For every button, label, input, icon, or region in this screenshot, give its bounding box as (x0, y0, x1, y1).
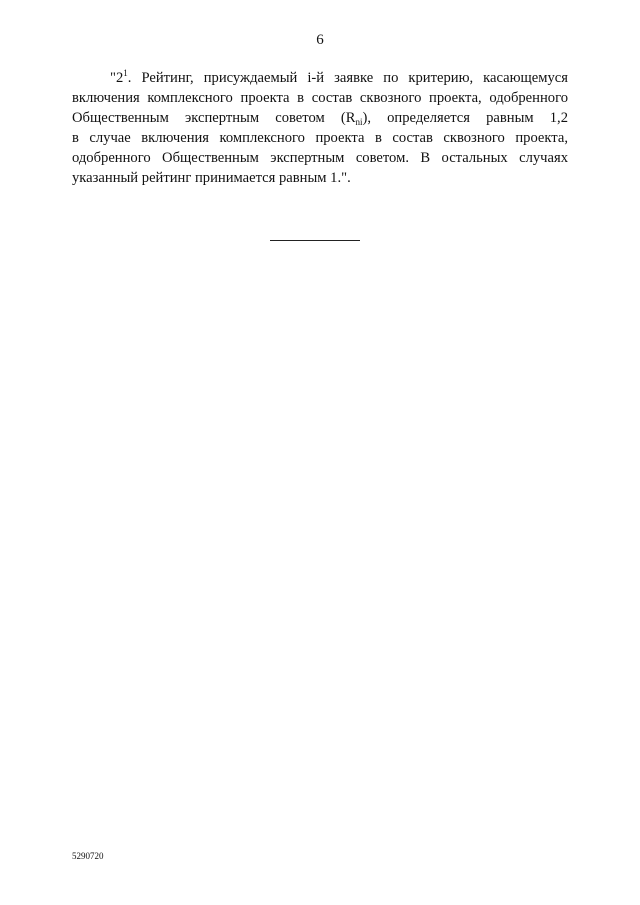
paragraph-line-6: указанный рейтинг принимается равным 1.". (72, 170, 351, 186)
document-code: 5290720 (72, 851, 104, 861)
paragraph-line-1-text: . Рейтинг, присуждаемый i-й заявке по критерию, касающемуся (127, 70, 568, 86)
subscript-ni: ni (355, 117, 363, 127)
superscript-mark: 1 (123, 68, 128, 78)
page-number: 6 (316, 32, 324, 48)
paragraph-line-3-start: Общественным экспертным советом (R (72, 110, 356, 126)
end-of-document-rule (270, 240, 360, 241)
paragraph-number: "2 (110, 70, 124, 86)
paragraph-line-1 (72, 68, 568, 88)
paragraph-line-3 (72, 108, 568, 128)
paragraph-line-5: одобренного Общественным экспертным советом. В остальных случаях (72, 150, 568, 166)
paragraph-line-2: включения комплексного проекта в состав сквозного проекта, одобренного (72, 90, 568, 106)
paragraph-line-3-end: ), определяется равным 1,2 (362, 110, 568, 126)
paragraph-line-4: в случае включения комплексного проекта в состав сквозного проекта, (72, 130, 568, 146)
amendment-paragraph (72, 68, 568, 188)
